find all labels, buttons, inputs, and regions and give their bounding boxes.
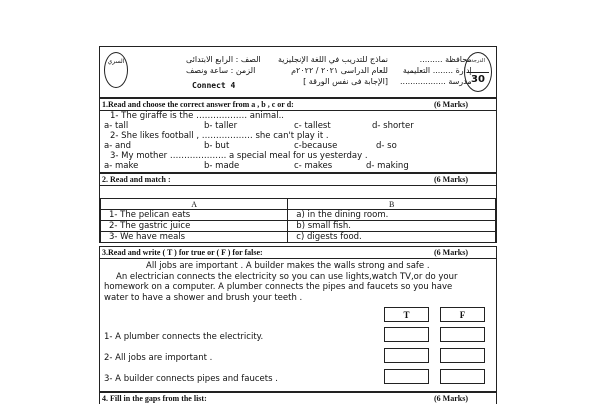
false-answer-box[interactable] (440, 369, 485, 384)
option-a[interactable]: a- make (104, 161, 139, 171)
exam-sheet (99, 46, 497, 404)
reading-passage (100, 259, 496, 303)
title-line-2: للعام الدراسى ٢٠٢١ / ٢٠٢٢م (291, 66, 388, 75)
question-3-options (104, 161, 496, 171)
option-a[interactable]: a- tall (104, 121, 129, 131)
grade-block (186, 54, 261, 76)
option-c[interactable]: c- tallest (294, 121, 331, 131)
section-3-heading: 3.Read and write ( T ) for true or ( F ) for false: (102, 248, 263, 257)
false-column-header: F (440, 307, 485, 322)
option-d[interactable]: d- making (366, 161, 409, 171)
score-label: الدرجة (471, 58, 485, 64)
column-b-header: B (288, 199, 496, 210)
match-a-cell: 1- The pelican eats (101, 210, 288, 221)
question-1-text: 1- The giraffe is the ……………… animal.. (110, 111, 284, 121)
option-b[interactable]: b- taller (204, 121, 238, 131)
question-3-text: 3- My mother ……………….. a special meal for us yesterday . (110, 151, 368, 161)
option-b[interactable]: b- but (204, 141, 230, 151)
secret-number-oval (104, 52, 128, 88)
section-4-marks: (6 Marks) (434, 394, 468, 403)
section-4-heading: 4. Fill in the gaps from the list: (102, 394, 207, 403)
book-name: Connect 4 (192, 81, 236, 90)
exam-header (99, 46, 497, 98)
school-block (400, 54, 472, 87)
administration-text: إدارة ........ التعليمية (402, 66, 472, 75)
match-row (101, 232, 496, 243)
section-2-heading: 2. Read and match : (102, 175, 171, 184)
section-fill-gaps (99, 392, 497, 404)
section-2-marks: (6 Marks) (434, 175, 468, 184)
title-line-3: [الإجابة فى نفس الورقة ] (303, 77, 388, 86)
section-1-marks: (6 Marks) (434, 100, 468, 109)
passage-line: water to have a shower and brush your teeth . (104, 292, 303, 303)
section-4-title (100, 393, 496, 404)
passage-line: homework on a computer. A plumber connects the pipes and faucets so you have (104, 282, 453, 292)
option-c[interactable]: c- makes (294, 161, 333, 171)
option-a[interactable]: a- and (104, 141, 131, 151)
match-a-cell: 3- We have meals (101, 232, 288, 243)
grade-text: الصف : الرابع الابتدائى (186, 55, 261, 64)
option-d[interactable]: d- shorter (372, 121, 414, 131)
title-block (278, 54, 388, 87)
passage-line: All jobs are important . A builder makes the walls strong and safe . (146, 261, 430, 271)
question-2-text: 2- She likes football , ……………… she can't play it . (110, 131, 329, 141)
false-answer-box[interactable] (440, 348, 485, 363)
match-row (101, 210, 496, 221)
column-a-header: A (101, 199, 288, 210)
section-3-marks: (6 Marks) (434, 248, 468, 257)
tf-question-3: 3- A builder connects pipes and faucets . (104, 374, 278, 384)
section-2-title (100, 174, 496, 186)
question-1 (104, 111, 496, 121)
true-column-header: T (384, 307, 429, 322)
tf-question-2: 2- All jobs are important . (104, 353, 213, 363)
secret-label: السري (107, 58, 125, 65)
section-3-title (100, 247, 496, 259)
title-line-1: نماذج للتدريب في اللغة الإنجليزية (278, 55, 388, 64)
true-answer-box[interactable] (384, 327, 429, 342)
section-choose (99, 98, 497, 173)
option-d[interactable]: d- so (376, 141, 397, 151)
question-2-options (104, 141, 496, 151)
question-2 (104, 131, 496, 141)
true-answer-box[interactable] (384, 348, 429, 363)
passage-line: An electrician connects the electricity so you can use lights,watch TV,or do your (116, 271, 458, 282)
school-text: مدرسة .................. (400, 77, 472, 86)
question-1-options (104, 121, 496, 131)
section-true-false (99, 246, 497, 392)
true-answer-box[interactable] (384, 369, 429, 384)
match-header-row (101, 199, 496, 210)
section-match (99, 173, 497, 243)
match-table (100, 198, 496, 243)
total-score: 30 (467, 72, 489, 85)
match-b-cell: b) small fish. (288, 221, 496, 232)
option-c[interactable]: c-because (294, 141, 338, 151)
match-a-cell: 2- The gastric juice (101, 221, 288, 232)
false-answer-box[interactable] (440, 327, 485, 342)
match-row (101, 221, 496, 232)
question-3 (104, 151, 496, 161)
tf-question-1: 1- A plumber connects the electricity. (104, 332, 264, 342)
time-text: الزمن : ساعة ونصف (186, 66, 256, 75)
match-b-cell: c) digests food. (288, 232, 496, 243)
option-b[interactable]: b- made (204, 161, 240, 171)
section-1-title (100, 99, 496, 111)
governorate-text: محافظة ......... (419, 55, 472, 64)
score-oval (464, 52, 492, 92)
section-1-heading: 1.Read and choose the correct answer from a , b , c or d: (102, 100, 294, 109)
match-b-cell: a) in the dining room. (288, 210, 496, 221)
